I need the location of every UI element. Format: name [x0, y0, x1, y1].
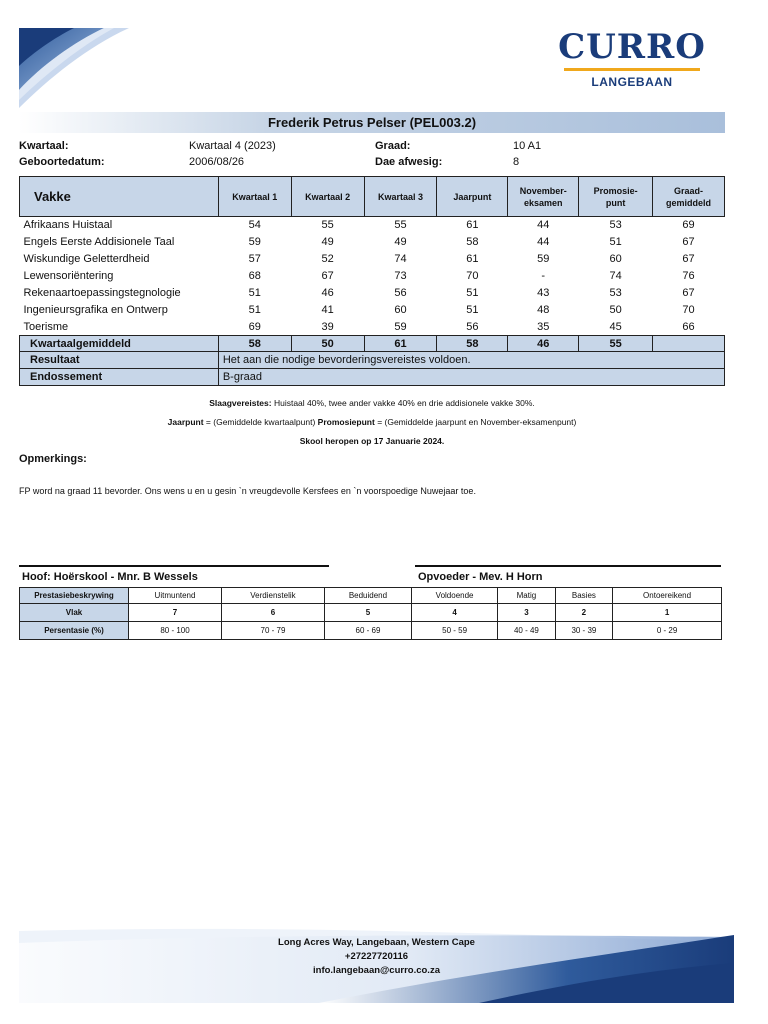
november-exam-mark: 48: [537, 304, 550, 316]
quarter-3-mark: 74: [394, 253, 407, 265]
quarter-2-mark: 41: [321, 304, 334, 316]
promotion-mark: 60: [609, 253, 622, 265]
quarter-2-mark: 49: [321, 236, 334, 248]
footer-contact: [19, 936, 734, 978]
subject-name: Lewensoriëntering: [23, 270, 114, 282]
performance-description: Basies: [555, 588, 612, 604]
logo-wordmark: CURRO: [558, 28, 706, 67]
grade-average: 67: [682, 253, 695, 265]
performance-levels-table: [19, 587, 722, 640]
performance-percentage-row: [20, 622, 722, 640]
quarter-3-mark: 59: [394, 320, 407, 333]
footer-phone: +27227720116: [344, 951, 409, 962]
promotion-mark: 53: [609, 219, 622, 232]
days-absent-label: Dae afwesig:: [375, 156, 443, 168]
principal-signature-line: Hoof: Hoërskool - Mnr. B Wessels: [19, 565, 329, 583]
birthdate-value: 2006/08/26: [189, 156, 245, 168]
performance-description: Voldoende: [412, 588, 498, 604]
avg-november-exam: 46: [508, 336, 579, 352]
year-mark: 51: [466, 304, 479, 316]
quarter-3-mark: 56: [394, 287, 407, 299]
student-name-heading: Frederik Petrus Pelser (PEL003.2): [19, 112, 725, 133]
quarter-2-mark: 55: [321, 219, 334, 232]
subject-row: [20, 285, 725, 302]
report-card-page: [19, 28, 734, 1003]
performance-level: 2: [555, 604, 612, 622]
subject-row: [20, 319, 725, 336]
footer-email: info.langebaan@curro.co.za: [313, 965, 440, 976]
subject-name: Afrikaans Huistaal: [23, 219, 113, 232]
year-mark: 51: [466, 287, 479, 299]
curro-logo: [552, 30, 712, 89]
november-exam-mark: 44: [537, 236, 550, 248]
performance-percentage: 0 - 29: [613, 622, 722, 640]
endorsement-value: B-graad: [218, 369, 724, 386]
performance-level: 1: [613, 604, 722, 622]
endorsement-label: Endossement: [20, 369, 219, 386]
quarter-3-mark: 49: [394, 236, 407, 248]
performance-level: 3: [498, 604, 555, 622]
year-mark: 61: [466, 219, 479, 232]
grade-average: 76: [682, 270, 695, 282]
grade-value: 10 A1: [513, 140, 542, 152]
november-exam-mark: 35: [537, 320, 550, 333]
header-quarter-3: Kwartaal 3: [364, 177, 437, 217]
avg-quarter-3: 61: [364, 336, 437, 352]
birthdate-label: Geboortedatum:: [19, 156, 105, 168]
header-year-mark: Jaarpunt: [437, 177, 508, 217]
student-info: [19, 138, 725, 170]
logo-campus: LANGEBAAN: [591, 75, 673, 89]
quarter-2-mark: 67: [321, 270, 334, 282]
remarks-text: FP word na graad 11 bevorder. Ons wens u en u gesin `n vreugdevolle Kersfees en `n voorspoedige Nuwejaar toe.: [19, 486, 476, 496]
subject-name: Ingenieursgrafika en Ontwerp: [23, 304, 168, 316]
quarter-1-mark: 51: [248, 287, 261, 299]
performance-level: 5: [324, 604, 411, 622]
performance-level: 6: [222, 604, 325, 622]
quarter-2-mark: 52: [321, 253, 334, 265]
subject-name: Toerisme: [23, 320, 69, 333]
year-mark: 70: [466, 270, 479, 282]
grades-header-row: [20, 177, 725, 217]
quarter-1-mark: 51: [248, 304, 261, 316]
remarks-title: Opmerkings:: [19, 453, 87, 465]
performance-percentage: 80 - 100: [129, 622, 222, 640]
grade-average: 67: [682, 236, 695, 248]
avg-quarter-1: 58: [218, 336, 291, 352]
subject-row: [20, 302, 725, 319]
promotion-mark: 74: [609, 270, 622, 282]
promotion-mark-term: Promosiepunt: [317, 417, 375, 427]
quarter-value: Kwartaal 4 (2023): [189, 140, 276, 152]
info-row-birthdate: [19, 154, 725, 170]
performance-description: Ontoereikend: [613, 588, 722, 604]
grade-average: 67: [682, 287, 695, 299]
performance-percentage-label: Persentasie (%): [20, 622, 129, 640]
quarter-1-mark: 57: [248, 253, 261, 265]
mark-definitions: [19, 413, 725, 432]
quarter-2-mark: 46: [321, 287, 334, 299]
november-exam-mark: -: [541, 270, 546, 282]
quarter-average-row: [20, 336, 725, 352]
promotion-mark: 50: [609, 304, 622, 316]
year-mark: 58: [466, 236, 479, 248]
promotion-mark: 45: [609, 320, 622, 333]
educator-signature-line: Opvoeder - Mev. H Horn: [415, 565, 721, 583]
footer: [19, 923, 734, 1003]
days-absent-value: 8: [513, 156, 520, 168]
grade-average: 70: [682, 304, 695, 316]
subject-row: [20, 234, 725, 251]
header-grade-average: Graad- gemiddeld: [653, 177, 725, 217]
header-quarter-2: Kwartaal 2: [291, 177, 364, 217]
header-november-exam: November- eksamen: [508, 177, 579, 217]
quarter-3-mark: 73: [394, 270, 407, 282]
performance-percentage: 30 - 39: [555, 622, 612, 640]
year-mark-term: Jaarpunt: [167, 417, 204, 427]
november-exam-mark: 44: [537, 219, 550, 232]
subject-name: Engels Eerste Addisionele Taal: [23, 236, 175, 248]
year-mark: 61: [466, 253, 479, 265]
performance-description-row: [20, 588, 722, 604]
quarter-2-mark: 39: [321, 320, 334, 333]
performance-level-row: [20, 604, 722, 622]
header-promotion-mark: Promosie- punt: [579, 177, 653, 217]
performance-percentage: 60 - 69: [324, 622, 411, 640]
promotion-mark: 51: [609, 236, 622, 248]
subject-row: [20, 251, 725, 268]
notes-section: [19, 394, 725, 451]
info-row-quarter: [19, 138, 725, 154]
result-value: Het aan die nodige bevorderingsvereistes voldoen.: [218, 352, 724, 369]
quarter-label: Kwartaal:: [19, 140, 69, 152]
quarter-3-mark: 60: [394, 304, 407, 316]
subject-row: [20, 217, 725, 234]
quarter-1-mark: 69: [248, 320, 261, 333]
performance-level: 4: [412, 604, 498, 622]
subject-row: [20, 268, 725, 285]
promotion-mark-definition: = (Gemiddelde jaarpunt en November-eksamenpunt): [374, 417, 577, 427]
pass-requirements-text: Huistaal 40%, twee ander vakke 40% en drie addisionele vakke 30%.: [271, 398, 535, 408]
quarter-1-mark: 68: [248, 270, 261, 282]
year-mark: 56: [466, 320, 479, 333]
quarter-average-label: Kwartaalgemiddeld: [20, 336, 219, 352]
avg-quarter-2: 50: [291, 336, 364, 352]
logo-underline: [564, 68, 700, 71]
subject-name: Wiskundige Geletterdheid: [23, 253, 150, 265]
grade-average: 69: [682, 219, 695, 232]
performance-description: Matig: [498, 588, 555, 604]
performance-percentage: 70 - 79: [222, 622, 325, 640]
quarter-1-mark: 59: [248, 236, 261, 248]
grade-average: 66: [682, 320, 695, 333]
performance-description: Verdienstelik: [222, 588, 325, 604]
performance-description-label: Prestasiebeskrywing: [20, 588, 129, 604]
grade-label: Graad:: [375, 140, 411, 152]
header-quarter-1: Kwartaal 1: [218, 177, 291, 217]
performance-level: 7: [129, 604, 222, 622]
november-exam-mark: 43: [537, 287, 550, 299]
promotion-mark: 53: [609, 287, 622, 299]
result-label: Resultaat: [20, 352, 219, 369]
pass-requirements-label: Slaagvereistes:: [209, 398, 272, 408]
performance-level-label: Vlak: [20, 604, 129, 622]
avg-promotion-mark: 55: [579, 336, 653, 352]
grades-table: [19, 176, 725, 386]
endorsement-row: [20, 369, 725, 386]
school-reopens-note: Skool heropen op 17 Januarie 2024.: [299, 436, 445, 446]
result-row: [20, 352, 725, 369]
year-mark-definition: = (Gemiddelde kwartaalpunt): [203, 417, 318, 427]
pass-requirements: [19, 394, 725, 413]
footer-address: Long Acres Way, Langebaan, Western Cape: [278, 937, 475, 948]
quarter-1-mark: 54: [248, 219, 261, 232]
avg-year-mark: 58: [437, 336, 508, 352]
performance-percentage: 50 - 59: [412, 622, 498, 640]
avg-grade-average: [653, 336, 725, 352]
quarter-3-mark: 55: [394, 219, 407, 232]
performance-description: Uitmuntend: [129, 588, 222, 604]
november-exam-mark: 59: [537, 253, 550, 265]
performance-description: Beduidend: [324, 588, 411, 604]
header-subjects: Vakke: [20, 177, 219, 217]
subject-name: Rekenaartoepassingstegnologie: [23, 287, 181, 299]
performance-percentage: 40 - 49: [498, 622, 555, 640]
